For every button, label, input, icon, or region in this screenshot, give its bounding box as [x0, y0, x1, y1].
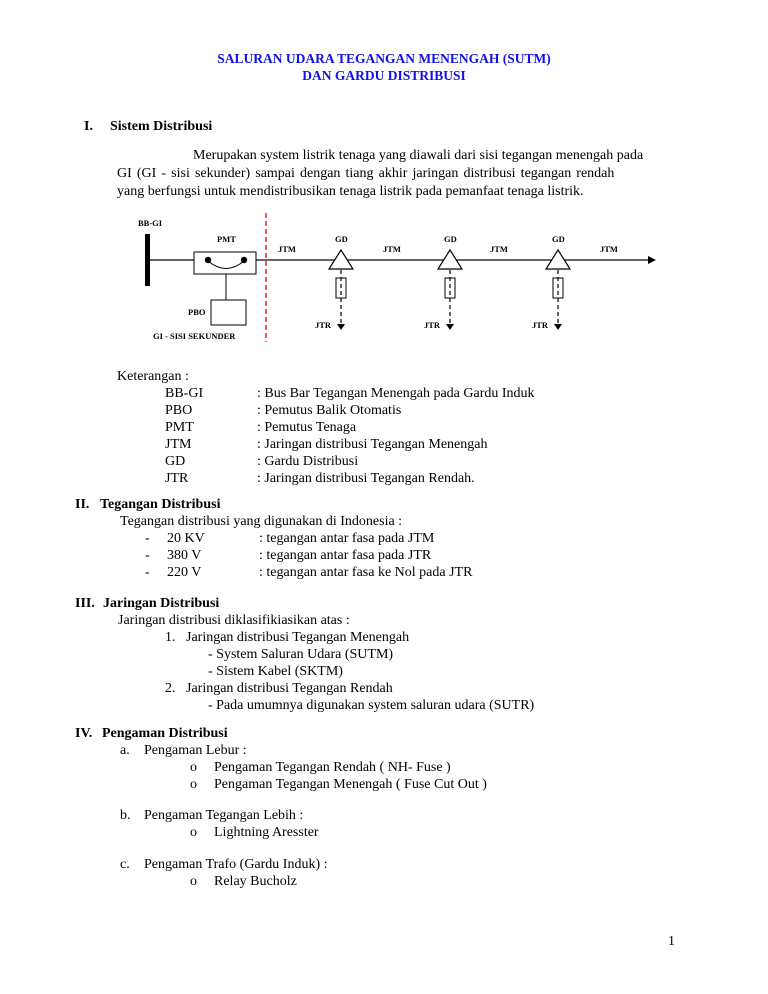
network-item-label: Jaringan distribusi Tegangan Rendah [186, 681, 393, 696]
jtm-label-2: JTM [383, 244, 401, 254]
legend-desc: : Jaringan distribusi Tegangan Rendah. [257, 471, 475, 486]
voltage-value: 20 KV [167, 531, 205, 546]
voltage-bullet: - [145, 548, 150, 563]
document-title-line2: DAN GARDU DISTRIBUSI [302, 68, 466, 83]
legend-abbr: BB-GI [165, 386, 204, 401]
legend-abbr: PMT [165, 420, 194, 435]
section1-paragraph-line3: yang berfungsi untuk mendistribusikan tenaga listrik pada pemanfaat tenaga listrik. [117, 184, 584, 199]
pmt-breaker-icon [194, 252, 256, 274]
section3-intro: Jaringan distribusi diklasifikiasikan atas : [118, 613, 350, 628]
protection-subitem: Pengaman Tegangan Menengah ( Fuse Cut Out ) [214, 777, 487, 792]
protection-subitem: Lightning Aresster [214, 825, 319, 840]
section1-number: I. [84, 119, 93, 134]
gi-sisi-sekunder-label: GI - SISI SEKUNDER [153, 331, 236, 341]
voltage-desc: : tegangan antar fasa pada JTM [259, 531, 435, 546]
document-title-line1: SALURAN UDARA TEGANGAN MENENGAH (SUTM) [217, 51, 551, 66]
protection-group-letter: c. [120, 857, 130, 872]
section2-heading: Tegangan Distribusi [100, 497, 221, 512]
network-item-label: Jaringan distribusi Tegangan Menengah [186, 630, 410, 645]
gd-transformer-1 [315, 234, 353, 330]
jtm-label-1: JTM [278, 244, 296, 254]
jtm-label-3: JTM [490, 244, 508, 254]
voltage-bullet: - [145, 565, 150, 580]
section2-number: II. [75, 497, 90, 512]
svg-text:GD: GD [444, 234, 457, 244]
circle-bullet-icon: o [190, 874, 197, 889]
busbar-icon [145, 234, 150, 286]
protection-group-label: Pengaman Lebur : [144, 743, 247, 758]
network-item-number: 1. [165, 630, 176, 645]
legend-heading: Keterangan : [117, 369, 189, 384]
section1-paragraph-line1: Merupakan system listrik tenaga yang diawali dari sisi tegangan menengah pada [193, 148, 644, 163]
svg-text:JTR: JTR [424, 320, 441, 330]
legend-abbr: GD [165, 454, 186, 469]
legend-desc: : Pemutus Balik Otomatis [257, 403, 402, 418]
distribution-diagram [0, 0, 768, 350]
network-item-number: 2. [165, 681, 176, 696]
pmt-label: PMT [217, 234, 236, 244]
network-subitem: - Pada umumnya digunakan system saluran udara (SUTR) [208, 698, 535, 713]
network-subitem: - System Saluran Udara (SUTM) [208, 647, 394, 662]
protection-subitem: Relay Bucholz [214, 874, 297, 889]
circle-bullet-icon: o [190, 760, 197, 775]
gd-transformer-2 [424, 234, 462, 330]
section4-heading: Pengaman Distribusi [102, 726, 228, 741]
legend-desc: : Jaringan distribusi Tegangan Menengah [257, 437, 488, 452]
svg-text:GD: GD [335, 234, 348, 244]
page-number: 1 [668, 934, 675, 949]
network-subitem: - Sistem Kabel (SKTM) [208, 664, 343, 679]
protection-group-letter: b. [120, 808, 131, 823]
circle-bullet-icon: o [190, 777, 197, 792]
legend-desc: : Pemutus Tenaga [257, 420, 357, 435]
legend-abbr: PBO [165, 403, 193, 418]
protection-group-letter: a. [120, 743, 130, 758]
protection-group-label: Pengaman Tegangan Lebih : [144, 808, 304, 823]
section3-heading: Jaringan Distribusi [103, 596, 220, 611]
pbo-box-icon [211, 300, 246, 325]
voltage-desc: : tegangan antar fasa ke Nol pada JTR [259, 565, 473, 580]
section3-number: III. [75, 596, 95, 611]
legend-abbr: JTR [165, 471, 189, 486]
section1-paragraph-line2: GI (GI - sisi sekunder) sampai dengan tiang akhir jaringan distribusi tegangan rendah [117, 166, 615, 181]
pbo-label: PBO [188, 307, 206, 317]
svg-text:GD: GD [552, 234, 565, 244]
bbgi-label: BB-GI [138, 218, 163, 228]
jtm-label-4: JTM [600, 244, 618, 254]
voltage-bullet: - [145, 531, 150, 546]
arrow-head-icon [648, 256, 656, 264]
section2-intro: Tegangan distribusi yang digunakan di Indonesia : [120, 514, 403, 529]
voltage-value: 380 V [167, 548, 202, 563]
legend-desc: : Bus Bar Tegangan Menengah pada Gardu Induk [257, 386, 535, 401]
section1-heading: Sistem Distribusi [110, 119, 213, 134]
protection-group-label: Pengaman Trafo (Gardu Induk) : [144, 857, 328, 872]
protection-subitem: Pengaman Tegangan Rendah ( NH- Fuse ) [214, 760, 451, 775]
circle-bullet-icon: o [190, 825, 197, 840]
section4-number: IV. [75, 726, 93, 741]
svg-text:JTR: JTR [315, 320, 332, 330]
voltage-value: 220 V [167, 565, 202, 580]
legend-desc: : Gardu Distribusi [257, 454, 359, 469]
svg-text:JTR: JTR [532, 320, 549, 330]
gd-transformer-3 [532, 234, 570, 330]
legend-abbr: JTM [165, 437, 192, 452]
voltage-desc: : tegangan antar fasa pada JTR [259, 548, 432, 563]
